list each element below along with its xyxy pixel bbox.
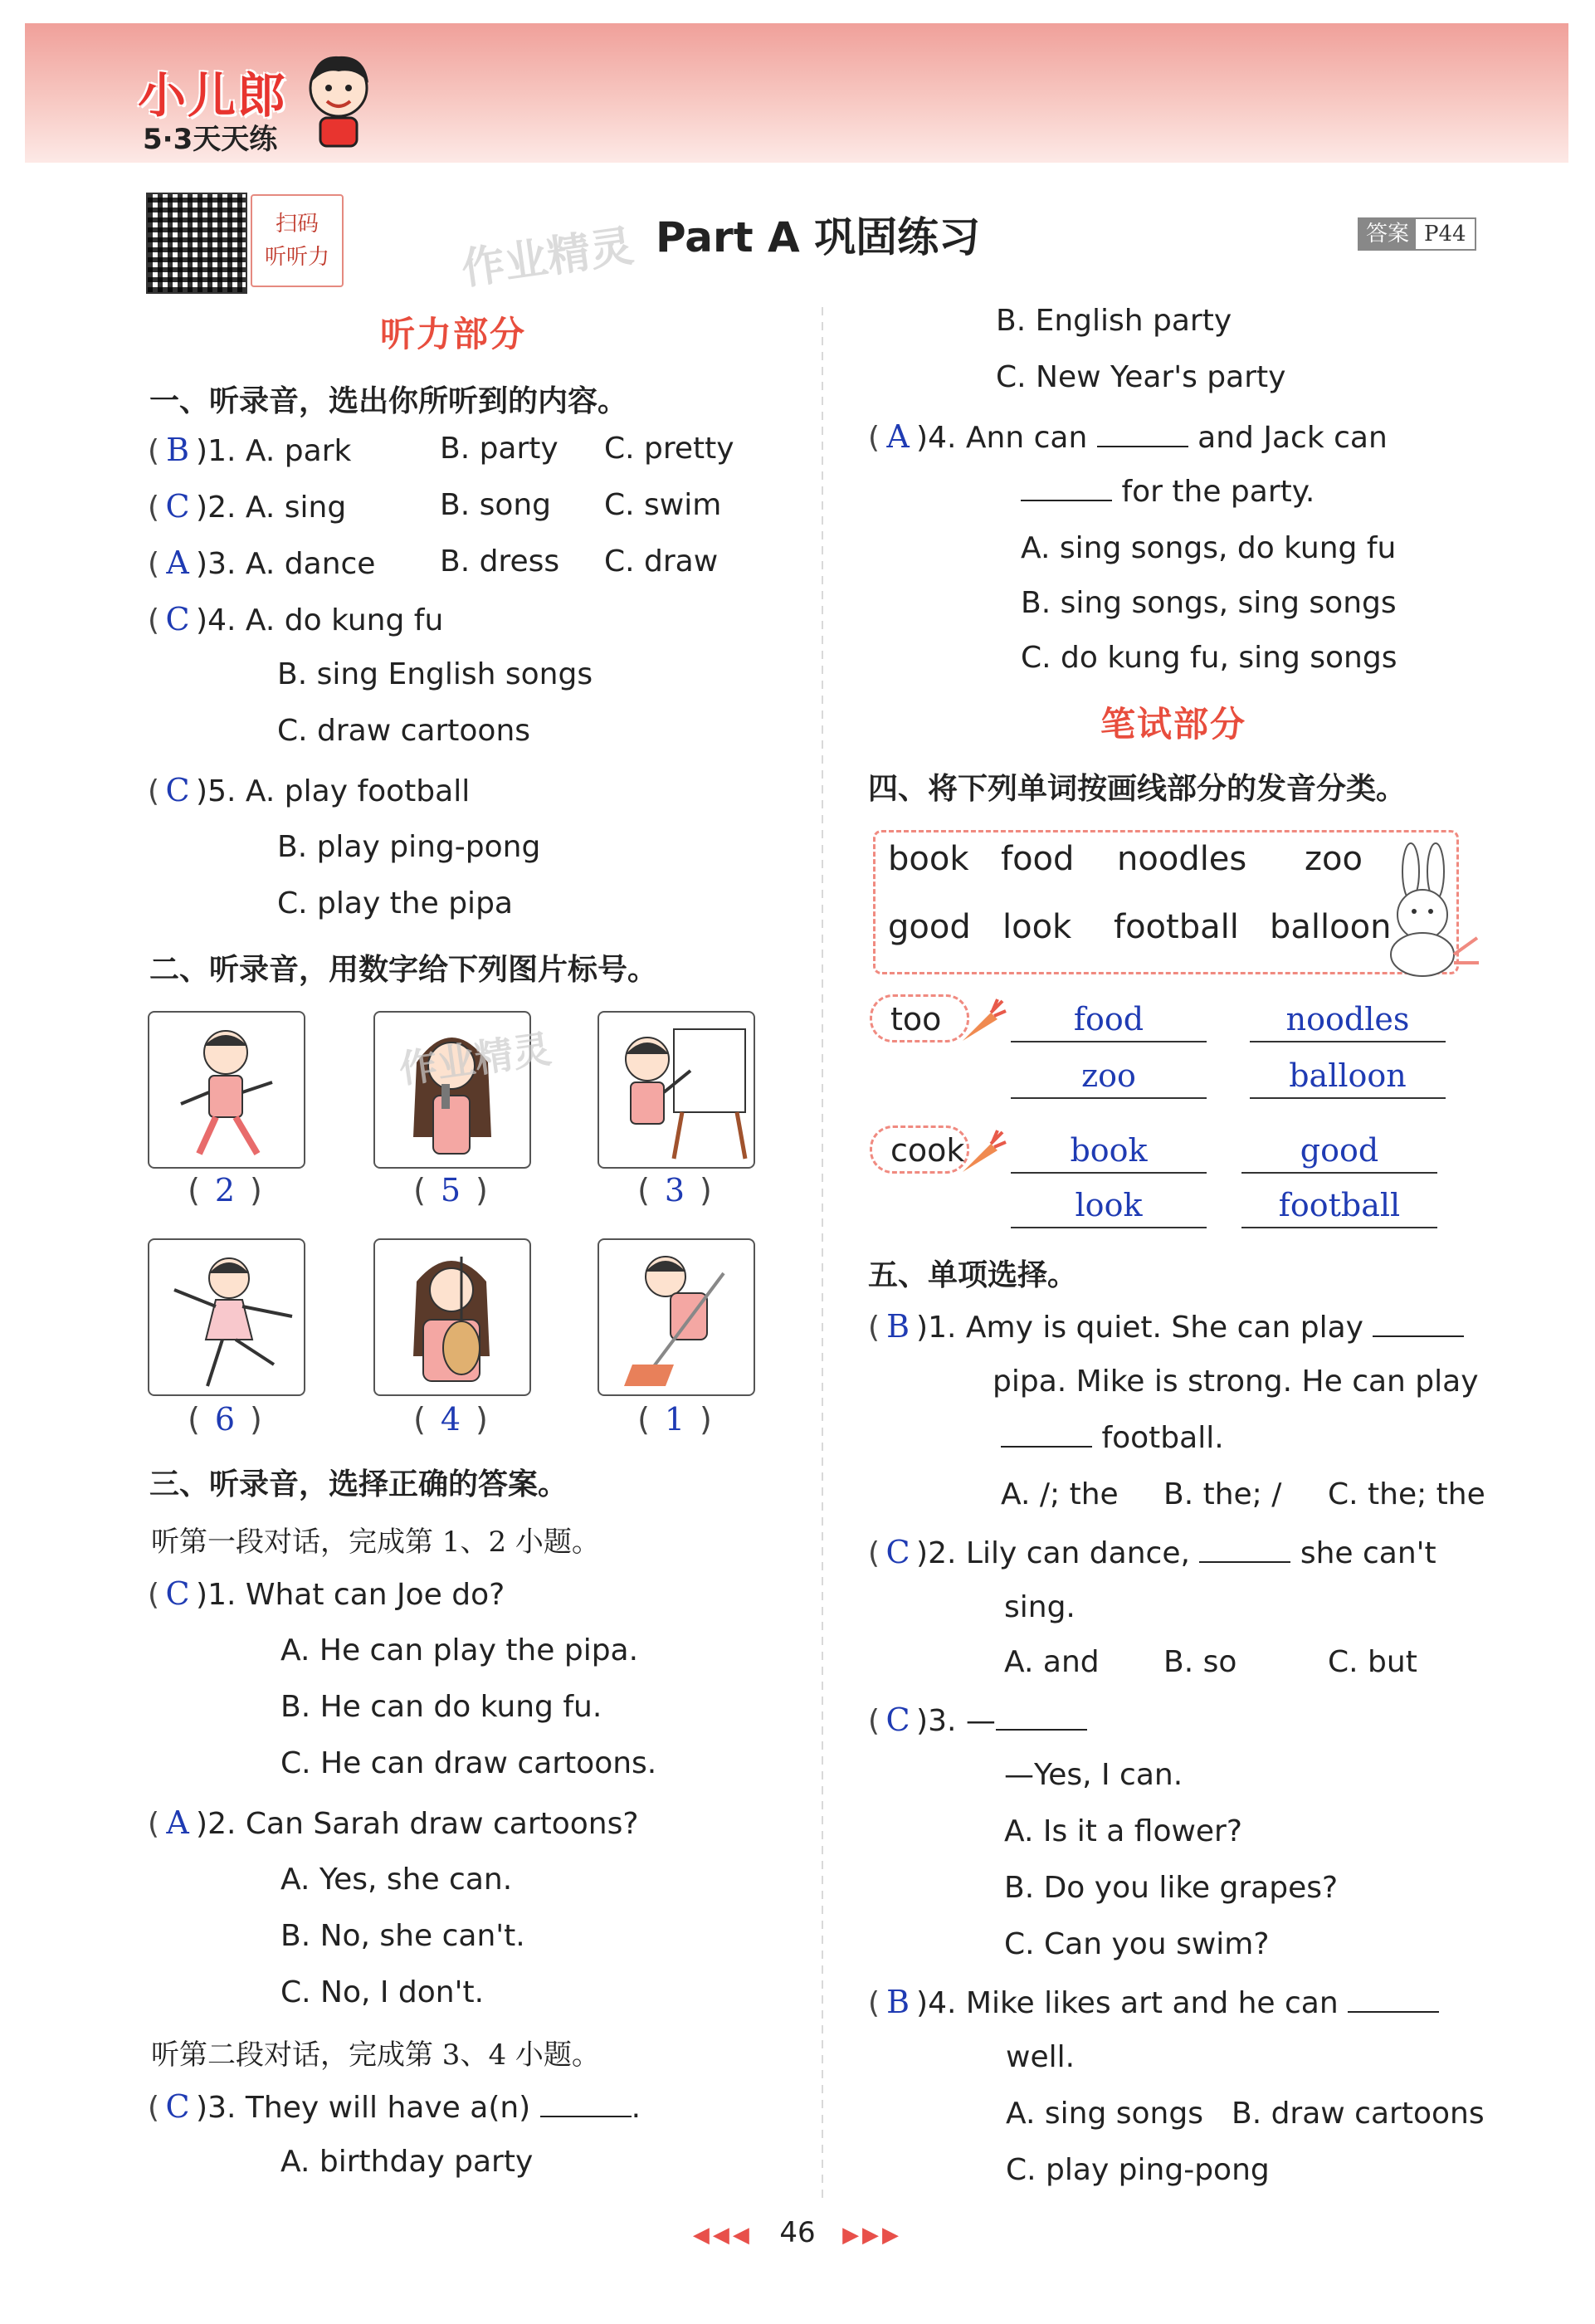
q-text-3: for the party. [1121,475,1315,509]
answer-football[interactable]: football [1241,1185,1437,1228]
kung-fu-girl-icon [149,1013,304,1167]
s3-q3: ( C )3. They will have a(n) . [148,2088,641,2125]
blank[interactable] [996,1704,1087,1731]
column-divider [822,307,823,2200]
page-title: Part A 巩固练习 [656,213,981,261]
answer-good[interactable]: good [1241,1130,1437,1174]
s3-q2-opt-c: C. No, I don't. [280,1975,485,2009]
s1-q1-opt-c: C. pretty [604,432,734,466]
opt-a: A. do kung fu [245,603,444,637]
prev-arrows-icon[interactable]: ◀◀◀ [692,2223,753,2248]
answer-noodles[interactable]: noodles [1250,999,1446,1042]
s1-q2: ( C )2. A. sing [148,488,347,525]
word-balloon: balloon [1270,908,1392,946]
q-num: )1. [196,434,237,468]
answer: A [886,418,910,455]
s5-q1-line2: pipa. Mike is strong. He can play [993,1365,1479,1399]
answer: B [886,1308,910,1345]
q-text: )3. — [916,1704,996,1738]
s5-q1-opt-b: B. the; / [1163,1477,1282,1511]
s5-q2-opt-b: B. so [1163,1645,1237,1679]
answer: C [165,1575,190,1612]
q-num: )3. [196,547,237,581]
s5-q2-line2: sing. [1004,1590,1076,1624]
s1-q5-opt-b: B. play ping-pong [277,830,541,864]
answer-balloon[interactable]: balloon [1250,1056,1446,1099]
q-num: )2. [196,491,237,525]
s1-q4-opt-c: C. draw cartoons [277,714,531,748]
pic4-number: ( 6 ) [188,1401,262,1438]
opt-a: A. dance [245,547,376,581]
q-num: )4. [196,603,237,637]
q-text-2: and Jack can [1197,421,1388,455]
answer: A [166,1804,189,1841]
brand-logo: 小儿郎 [138,67,288,124]
sweeping-girl-icon [599,1240,754,1394]
answer-label: 答案 [1359,219,1416,249]
answer: 5 [440,1172,461,1208]
answer-reference[interactable] [1358,217,1476,251]
listening-heading: 听力部分 [380,314,527,354]
watermark: 作业精灵 [458,221,637,295]
picture-dancing [148,1238,305,1396]
carrot-icon [958,1127,1007,1177]
s3-q1-opt-a: A. He can play the pipa. [280,1633,639,1667]
answer: A [166,544,189,581]
q-text: )4. Ann can [916,421,1088,455]
s5-q4-opt-a: A. sing songs [1006,2097,1203,2131]
page-number: 46 [779,2216,816,2249]
tag-cook: cook [870,1125,969,1174]
q-text-b: she can't [1300,1536,1436,1570]
word-noodles: noodles [1117,840,1247,878]
s5-q3-opt-a: A. Is it a flower? [1004,1814,1242,1848]
answer-zoo[interactable]: zoo [1011,1056,1207,1099]
pic2-number: ( 5 ) [413,1172,488,1208]
s3-q4-line2 [1021,475,1315,509]
s3-q3-opt-a: A. birthday party [280,2145,534,2179]
scan-label-2: 听听力 [264,245,329,270]
answer: 4 [440,1401,461,1438]
s1-q1: ( B )1. A. park [148,432,352,468]
section-4-title: 四、将下列单词按画线部分的发音分类。 [868,772,1407,806]
answer: C [165,772,190,808]
s5-q1: ( B )1. Amy is quiet. She can play [868,1308,1464,1345]
writing-heading: 笔试部分 [1100,704,1247,745]
s5-q4-opt-b: B. draw cartoons [1232,2097,1485,2131]
answer: C [165,488,190,525]
answer: 6 [214,1401,236,1438]
blank[interactable] [1001,1421,1092,1448]
pic3-number: ( 3 ) [637,1172,712,1208]
word-look: look [1002,908,1072,946]
s3-q3-opt-c: C. New Year's party [996,360,1286,394]
opt-a: A. play football [245,774,471,808]
s3-q2-opt-b: B. No, she can't. [280,1919,525,1953]
scan-label-1: 扫码 [275,212,319,237]
s5-q3-opt-b: B. Do you like grapes? [1004,1871,1339,1905]
s5-q4: ( B )4. Mike likes art and he can [868,1984,1439,2020]
s3-q2-opt-a: A. Yes, she can. [280,1863,513,1897]
dancing-girl-icon [149,1240,304,1394]
tag-too: too [870,994,969,1042]
blank[interactable] [1373,1311,1464,1337]
s1-q5-opt-c: C. play the pipa [277,886,513,920]
word-good: good [888,908,971,946]
answer-food[interactable]: food [1011,999,1207,1042]
s5-q1-opt-c: C. the; the [1328,1477,1485,1511]
blank[interactable] [540,2091,632,2117]
s5-q3: ( C )3. — [868,1702,1087,1738]
picture-drawing [598,1011,755,1169]
answer: 2 [214,1172,236,1208]
picture-pipa [373,1238,531,1396]
answer: C [885,1702,910,1738]
s3-note-1: 听第一段对话，完成第 1、2 小题。 [151,1526,600,1559]
q-text: )2. Lily can dance, [916,1536,1190,1570]
watermark-2: 作业精灵 [396,1026,554,1092]
answer: B [166,432,190,468]
blank[interactable] [1348,1986,1439,2013]
s5-q1-line3 [1001,1421,1224,1455]
s1-q2-opt-b: B. song [440,488,552,522]
s1-q3: ( A )3. A. dance [148,544,376,581]
q-text: )1. What can Joe do? [196,1578,505,1612]
s5-q1-opt-a: A. /; the [1001,1477,1119,1511]
section-3-title: 三、听录音，选择正确的答案。 [149,1467,568,1501]
page-footer [0,2216,1595,2249]
answer: B [886,1984,910,2020]
rabbit-icon [1374,838,1482,979]
carrot-icon [958,996,1007,1046]
word-food: food [1001,840,1075,878]
s1-q4-opt-b: B. sing English songs [277,657,593,691]
word-book: book [888,840,969,878]
drawing-boy-icon [599,1013,754,1167]
s3-q4-opt-b: B. sing songs, sing songs [1021,586,1397,620]
mascot-boy-icon [299,50,378,149]
section-1-title: 一、听录音，选出你所听到的内容。 [149,384,628,418]
q-text-3: football. [1101,1421,1224,1455]
word-zoo: zoo [1305,840,1363,878]
answer-book[interactable]: book [1011,1130,1207,1174]
s1-q3-opt-b: B. dress [440,544,560,579]
next-arrows-icon[interactable]: ▶▶▶ [842,2223,903,2248]
opt-a: A. park [245,434,352,468]
s5-q4-opt-c: C. play ping-pong [1006,2153,1270,2187]
s5-q3-line2: —Yes, I can. [1004,1758,1183,1792]
q-text: )2. Can Sarah draw cartoons? [196,1807,639,1841]
s3-q3-opt-b: B. English party [996,304,1232,338]
blank[interactable] [1021,475,1112,501]
q-text: )3. They will have a(n) [196,2091,531,2125]
pic6-number: ( 1 ) [637,1401,712,1438]
s3-note-2: 听第二段对话，完成第 3、4 小题。 [151,2038,600,2072]
answer: C [165,2088,190,2125]
q-num: )5. [196,774,237,808]
opt-a: A. sing [245,491,347,525]
answer: C [885,1534,910,1570]
s1-q3-opt-c: C. draw [604,544,719,579]
s5-q4-line2: well. [1006,2040,1076,2074]
qr-code[interactable] [146,193,247,294]
scan-hint [251,194,344,287]
s1-q5: ( C )5. A. play football [148,772,471,808]
pic1-number: ( 2 ) [188,1172,262,1208]
s3-q4-opt-c: C. do kung fu, sing songs [1021,641,1397,675]
answer: C [165,601,190,637]
s5-q2: ( C )2. Lily can dance, she can't [868,1534,1436,1570]
s1-q2-opt-c: C. swim [604,488,722,522]
answer-look[interactable]: look [1011,1185,1207,1228]
picture-kung-fu [148,1011,305,1169]
pipa-girl-icon [375,1240,529,1394]
pic5-number: ( 4 ) [413,1401,488,1438]
s3-q1-opt-c: C. He can draw cartoons. [280,1746,657,1780]
s1-q4: ( C )4. A. do kung fu [148,601,444,637]
s1-q1-opt-b: B. party [440,432,558,466]
word-football: football [1114,908,1239,946]
s5-q2-opt-c: C. but [1328,1645,1417,1679]
s3-q1-opt-b: B. He can do kung fu. [280,1690,602,1724]
picture-sweeping [598,1238,755,1396]
s3-q4-opt-a: A. sing songs, do kung fu [1021,531,1397,565]
q-text: )1. Amy is quiet. She can play [916,1311,1363,1345]
answer: 1 [664,1401,685,1438]
s5-q2-opt-a: A. and [1004,1645,1100,1679]
blank[interactable] [1199,1536,1290,1563]
brand-subtitle: 5·3天天练 [143,123,278,156]
section-2-title: 二、听录音，用数字给下列图片标号。 [149,953,658,987]
section-5-title: 五、单项选择。 [868,1258,1078,1292]
q-text: )4. Mike likes art and he can [916,1986,1339,2020]
answer-page: P44 [1416,219,1475,249]
s5-q3-opt-c: C. Can you swim? [1004,1927,1270,1961]
blank[interactable] [1097,421,1188,447]
s3-q1: ( C )1. What can Joe do? [148,1575,505,1612]
s3-q4: ( A )4. Ann can and Jack can [868,418,1388,455]
s3-q2: ( A )2. Can Sarah draw cartoons? [148,1804,639,1841]
answer: 3 [664,1172,685,1208]
